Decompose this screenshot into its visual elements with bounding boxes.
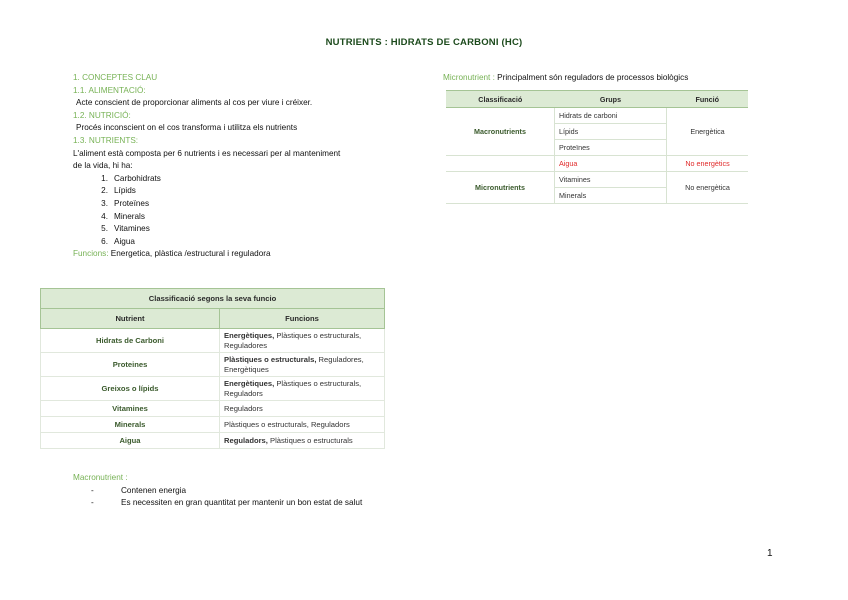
paragraph-nutrients-2: de la vida, hi ha: xyxy=(73,161,133,171)
function-cell: No energètica xyxy=(667,172,749,204)
list-item: - Contenen energia xyxy=(91,485,187,495)
function-cell: Reguladors xyxy=(220,401,385,417)
empty-cell xyxy=(446,156,555,172)
funcions-line xyxy=(73,248,423,261)
function-cell: Energètica xyxy=(667,108,749,156)
nutrient-cell: Minerals xyxy=(41,417,220,433)
funcions-label: Funcions: xyxy=(73,249,109,259)
document-title: NUTRIENTS : HIDRATS DE CARBONI (HC) xyxy=(325,37,523,48)
heading-nutricio: 1.2. NUTRICIÓ: xyxy=(73,110,131,120)
group-cell: Proteïnes xyxy=(555,140,667,156)
function-cell: Energètiques, Plàstiques o estructurals, Reguladores xyxy=(220,329,385,353)
group-cell: Lípids xyxy=(555,124,667,140)
list-item: 6. Aigua xyxy=(101,236,135,246)
paragraph-nutricio: Procés inconscient on el cos transforma i utilitza els nutrients xyxy=(76,123,298,133)
table-caption: Classificació segons la seva funcio xyxy=(41,289,385,309)
function-cell: Plàstiques o estructurals, Reguladores, Energètiques xyxy=(220,353,385,377)
heading-conceptes: 1. CONCEPTES CLAU xyxy=(73,73,158,82)
list-item: 1. Carbohidrats xyxy=(101,173,161,183)
macronutrients-cell: Macronutrients xyxy=(446,108,555,156)
table-row xyxy=(446,156,748,172)
micronutrient-label: Micronutrient : xyxy=(443,73,495,82)
group-cell: Minerals xyxy=(555,188,667,204)
nutrient-cell: Proteines xyxy=(41,353,220,377)
paragraph-alimentacio: Acte conscient de proporcionar aliments al cos per viure i créixer. xyxy=(76,98,313,108)
table-row xyxy=(446,172,748,188)
table-row xyxy=(41,353,385,377)
classification-groups-table xyxy=(446,90,748,204)
heading-alimentacio: 1.1. ALIMENTACIÓ: xyxy=(73,85,146,95)
water-group-cell: Aigua xyxy=(555,156,667,172)
table-row xyxy=(41,329,385,353)
nutrient-cell: Hidrats de Carboni xyxy=(41,329,220,353)
function-cell: Energètiques, Plàstiques o estructurals, Reguladors xyxy=(220,377,385,401)
list-item: 5. Vitamines xyxy=(101,224,150,234)
column-header-grups: Grups xyxy=(555,91,667,108)
function-cell: Reguladors, Plàstiques o estructurals xyxy=(220,433,385,449)
paragraph-nutrients-1: L'aliment està composta per 6 nutrients i es necessari per al manteniment xyxy=(73,148,341,158)
table-row xyxy=(41,401,385,417)
macronutrient-label: Macronutrient : xyxy=(73,473,128,482)
micronutrients-cell: Micronutrients xyxy=(446,172,555,204)
micronutrient-line xyxy=(443,72,688,85)
macronutrient-notes xyxy=(73,472,433,510)
nutrient-cell: Greixos o lípids xyxy=(41,377,220,401)
table-row xyxy=(41,377,385,401)
list-item: 4. Minerals xyxy=(101,211,145,221)
group-cell: Vitamines xyxy=(555,172,667,188)
concepts-section xyxy=(73,72,423,261)
table-row xyxy=(446,108,748,124)
list-item: 2. Lípids xyxy=(101,186,136,196)
table-row xyxy=(41,433,385,449)
list-item: 3. Proteïnes xyxy=(101,198,150,208)
heading-nutrients: 1.3. NUTRIENTS: xyxy=(73,135,139,145)
nutrients-list xyxy=(73,173,423,249)
micronutrient-text: Principalment són reguladors de processos biològics xyxy=(497,73,689,82)
column-header-nutrient: Nutrient xyxy=(41,309,220,329)
column-header-funcio: Funció xyxy=(667,91,749,108)
column-header-classificacio: Classificació xyxy=(446,91,555,108)
function-cell: Plàstiques o estructurals, Reguladors xyxy=(220,417,385,433)
classification-function-table xyxy=(40,288,385,449)
funcions-text: Energetica, plàstica /estructural i reguladora xyxy=(110,249,271,259)
list-item: - Es necessiten en gran quantitat per mantenir un bon estat de salut xyxy=(91,498,363,508)
column-header-funcions: Funcions xyxy=(220,309,385,329)
group-cell: Hidrats de carboni xyxy=(555,108,667,124)
nutrient-cell: Aigua xyxy=(41,433,220,449)
water-function-cell: No energètics xyxy=(667,156,749,172)
table-row xyxy=(41,417,385,433)
nutrient-cell: Vitamines xyxy=(41,401,220,417)
page-number: 1 xyxy=(767,548,773,559)
